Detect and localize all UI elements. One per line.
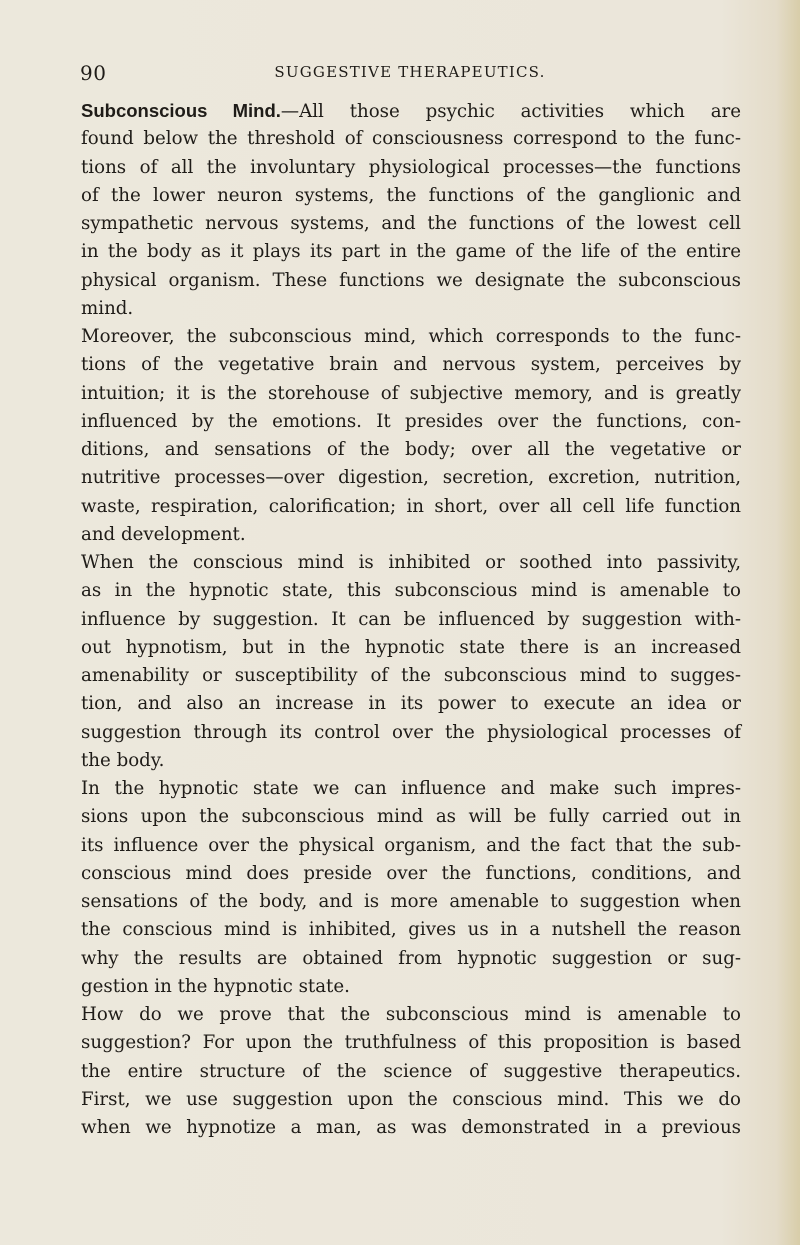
text-line: tions of the vegetative brain and nervous system, perceives by	[81, 354, 741, 376]
text-line: gestion in the hypnotic state.	[81, 975, 350, 997]
text-line: the body.	[81, 749, 165, 771]
text-line: in the body as it plays its part in the game of the life of the entire	[81, 241, 741, 263]
text-line: influence by suggestion. It can be influenced by suggestion with-	[81, 608, 741, 630]
text-line: suggestion? For upon the truthfulness of this proposition is based	[81, 1032, 741, 1054]
text-line: the entire structure of the science of suggestive therapeutics.	[81, 1060, 741, 1082]
text-line: amenability or susceptibility of the subconscious mind to sugges-	[81, 665, 741, 686]
text-line: mind.	[81, 297, 134, 319]
text-line: sions upon the subconscious mind as will be fully carried out in	[81, 806, 741, 828]
body-text	[81, 97, 741, 1142]
text-line: found below the threshold of consciousness correspond to the func-	[81, 128, 741, 150]
text-line: suggestion through its control over the physiological processes of	[81, 721, 741, 743]
text-line: nutritive processes—over digestion, secretion, excretion, nutrition,	[81, 467, 741, 489]
text-line: sensations of the body, and is more amenable to suggestion when	[81, 891, 741, 912]
text-line: ditions, and sensations of the body; over all the vegetative or	[81, 439, 741, 460]
text-line: out hypnotism, but in the hypnotic state there is an increased	[81, 636, 741, 658]
text-line: In the hypnotic state we can influence and make such impres-	[81, 778, 741, 799]
text-line: sympathetic nervous systems, and the functions of the lowest cell	[81, 213, 741, 234]
text-line: First, we use suggestion upon the conscious mind. This we do	[81, 1088, 741, 1110]
text-line: and development.	[81, 523, 246, 545]
text-line: intuition; it is the storehouse of subjective memory, and is greatly	[81, 382, 741, 404]
text-line: When the conscious mind is inhibited or soothed into passivity,	[81, 552, 741, 573]
lead-term: Subconscious Mind.	[81, 100, 281, 121]
text-line: waste, respiration, calorification; in short, over all cell life function	[81, 495, 741, 517]
page-header	[80, 61, 740, 85]
text-line: tion, and also an increase in its power to execute an idea or	[81, 693, 741, 715]
text-line: the conscious mind is inhibited, gives us in a nutshell the reason	[81, 919, 741, 941]
text-line: Moreover, the subconscious mind, which corresponds to the func-	[81, 326, 741, 347]
text-line: conscious mind does preside over the functions, conditions, and	[81, 862, 741, 884]
text-line: when we hypnotize a man, as was demonstrated in a previous	[81, 1117, 741, 1138]
text-line: its influence over the physical organism, and the fact that the sub-	[81, 834, 741, 856]
text-line: Subconscious Mind.—All those psychic activities which are	[81, 100, 741, 122]
text-line: tions of all the involuntary physiological processes—the functions	[81, 156, 741, 178]
text-line: of the lower neuron systems, the functions of the ganglionic and	[81, 184, 741, 206]
text-line: influenced by the emotions. It presides over the functions, con-	[81, 410, 741, 432]
text-line: why the results are obtained from hypnotic suggestion or sug-	[81, 947, 741, 969]
running-title: SUGGESTIVE THERAPEUTICS.	[274, 63, 546, 81]
text-line: How do we prove that the subconscious mind is amenable to	[81, 1004, 741, 1025]
text-line: as in the hypnotic state, this subconscious mind is amenable to	[81, 580, 741, 602]
text-line: physical organism. These functions we designate the subconscious	[81, 269, 741, 291]
page-number: 90	[80, 61, 107, 85]
